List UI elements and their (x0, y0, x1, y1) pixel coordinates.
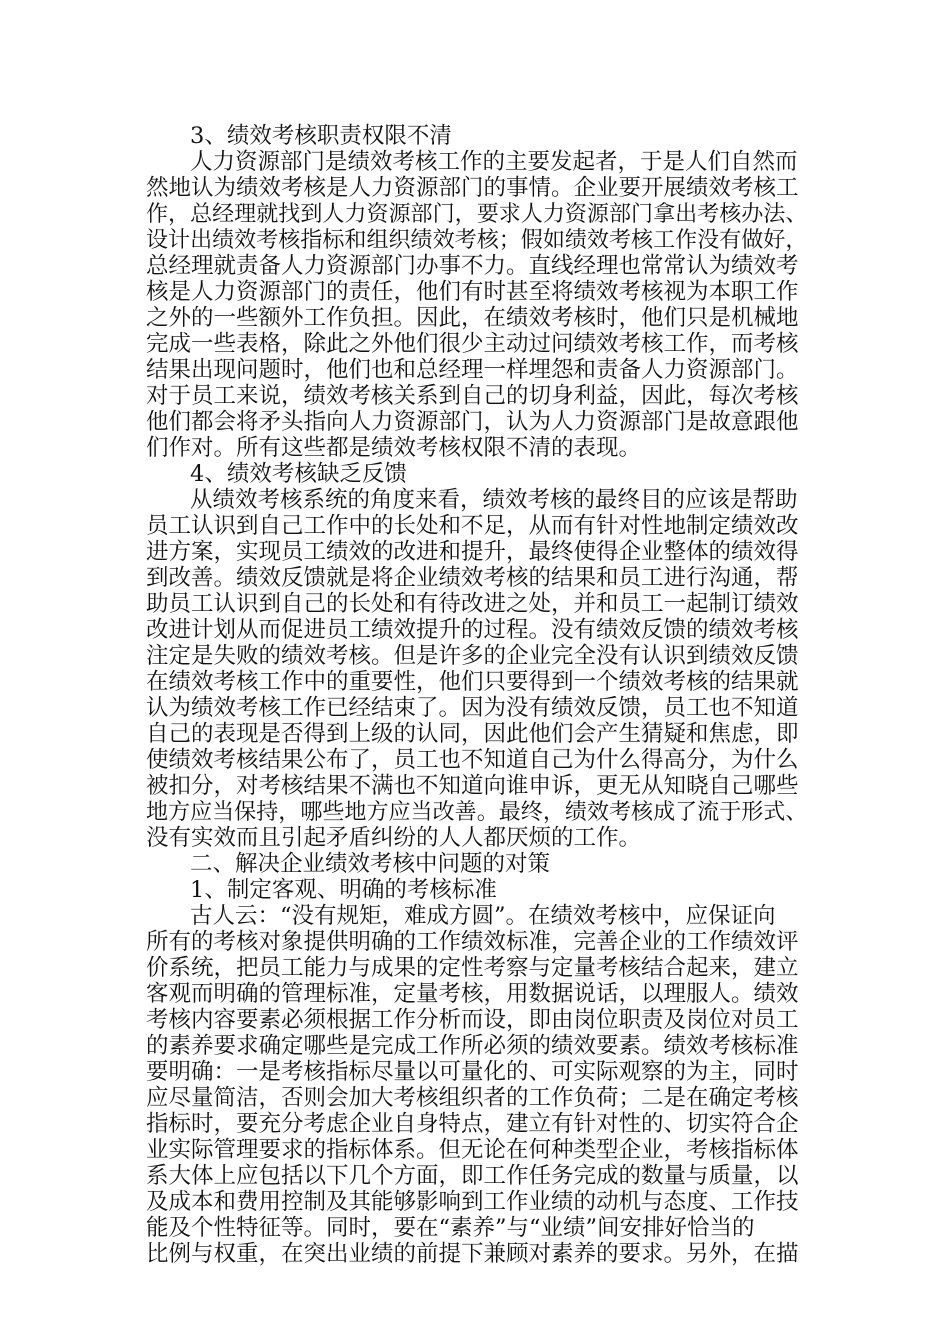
text-line: 他们都会将矛头指向人力资源部门，认为人力资源部门是故意跟他 (146, 409, 799, 435)
text-line: 业实际管理要求的指标体系。但无论在何种类型企业，考核指标体 (146, 1137, 799, 1163)
text-line: 注定是失败的绩效考核。但是许多的企业完全没有认识到绩效反馈 (146, 643, 799, 669)
subheading-1: 1、制定客观、明确的考核标准 (190, 877, 497, 903)
text-line: 助员工认识到自己的长处和有待改进之处，并和员工一起制订绩效 (146, 591, 799, 617)
text-line: 们作对。所有这些都是绩效考核权限不清的表现。 (146, 435, 642, 461)
text-line: 总经理就责备人力资源部门办事不力。直线经理也常常认为绩效考 (146, 253, 799, 279)
text-line: 指标时，要充分考虑企业自身特点，建立有针对性的、切实符合企 (146, 1111, 799, 1137)
heading-4: 4、绩效考核缺乏反馈 (190, 461, 407, 487)
text-line: 使绩效考核结果公布了，员工也不知道自己为什么得高分，为什么 (146, 747, 799, 773)
text-line: 的素养要求确定哪些是完成工作所必须的绩效要素。绩效考核标准 (146, 1033, 799, 1059)
text-line: 核是人力资源部门的责任，他们有时甚至将绩效考核视为本职工作 (146, 279, 799, 305)
text-line: 从绩效考核系统的角度来看，绩效考核的最终目的应该是帮助 (190, 487, 798, 513)
text-line: 之外的一些额外工作负担。因此，在绩效考核时，他们只是机械地 (146, 305, 799, 331)
text-line: 客观而明确的管理标准，定量考核，用数据说话，以理服人。绩效 (146, 981, 799, 1007)
text-line: 要明确：一是考核指标尽量以可量化的、可实际观察的为主，同时 (146, 1059, 799, 1085)
text-line: 没有实效而且引起矛盾纠纷的人人都厌烦的工作。 (146, 825, 642, 851)
text-line: 员工认识到自己工作中的长处和不足，从而有针对性地制定绩效改 (146, 513, 799, 539)
heading-3: 3、绩效考核职责权限不清 (190, 123, 452, 149)
text-line: 对于员工来说，绩效考核关系到自己的切身利益，因此，每次考核 (146, 383, 799, 409)
text-line: 人力资源部门是绩效考核工作的主要发起者，于是人们自然而 (190, 149, 798, 175)
text-line: 结果出现问题时，他们也和总经理一样埋怨和责备人力资源部门。 (146, 357, 799, 383)
text-line: 考核内容要素必须根据工作分析而设，即由岗位职责及岗位对员工 (146, 1007, 799, 1033)
text-line: 自己的表现是否得到上级的认同，因此他们会产生猜疑和焦虑，即 (146, 721, 799, 747)
text-line: 改进计划从而促进员工绩效提升的过程。没有绩效反馈的绩效考核 (146, 617, 799, 643)
text-line: 系大体上应包括以下几个方面，即工作任务完成的数量与质量，以 (146, 1163, 799, 1189)
text-line: 进方案，实现员工绩效的改进和提升，最终使得企业整体的绩效得 (146, 539, 799, 565)
text-line: 所有的考核对象提供明确的工作绩效标准，完善企业的工作绩效评 (146, 929, 799, 955)
text-line: 比例与权重，在突出业绩的前提下兼顾对素养的要求。另外，在描 (146, 1241, 799, 1267)
text-line: 古人云：“没有规矩，难成方圆”。在绩效考核中，应保证向 (190, 903, 776, 929)
text-line: 认为绩效考核工作已经结束了。因为没有绩效反馈，员工也不知道 (146, 695, 799, 721)
section-heading: 二、解决企业绩效考核中问题的对策 (190, 851, 551, 877)
text-line: 到改善。绩效反馈就是将企业绩效考核的结果和员工进行沟通，帮 (146, 565, 799, 591)
text-line: 应尽量简洁，否则会加大考核组织者的工作负荷；二是在确定考核 (146, 1085, 799, 1111)
text-line: 完成一些表格，除此之外他们很少主动过问绩效考核工作，而考核 (146, 331, 799, 357)
text-line: 价系统，把员工能力与成果的定性考察与定量考核结合起来，建立 (146, 955, 799, 981)
text-line: 作，总经理就找到人力资源部门，要求人力资源部门拿出考核办法、 (146, 202, 808, 227)
text-line: 及成本和费用控制及其能够影响到工作业绩的动机与态度、工作技 (146, 1189, 799, 1215)
text-line: 在绩效考核工作中的重要性，他们只要得到一个绩效考核的结果就 (146, 669, 799, 695)
text-line: 能及个性特征等。同时，要在“素养”与“业绩”间安排好恰当的 (146, 1215, 755, 1241)
text-line: 被扣分，对考核结果不满也不知道向谁申诉，更无从知晓自己哪些 (146, 773, 799, 799)
text-line: 然地认为绩效考核是人力资源部门的事情。企业要开展绩效考核工 (146, 175, 799, 201)
text-line: 地方应当保持，哪些地方应当改善。最终，绩效考核成了流于形式、 (146, 800, 808, 825)
text-line: 设计出绩效考核指标和组织绩效考核；假如绩效考核工作没有做好， (146, 228, 808, 253)
